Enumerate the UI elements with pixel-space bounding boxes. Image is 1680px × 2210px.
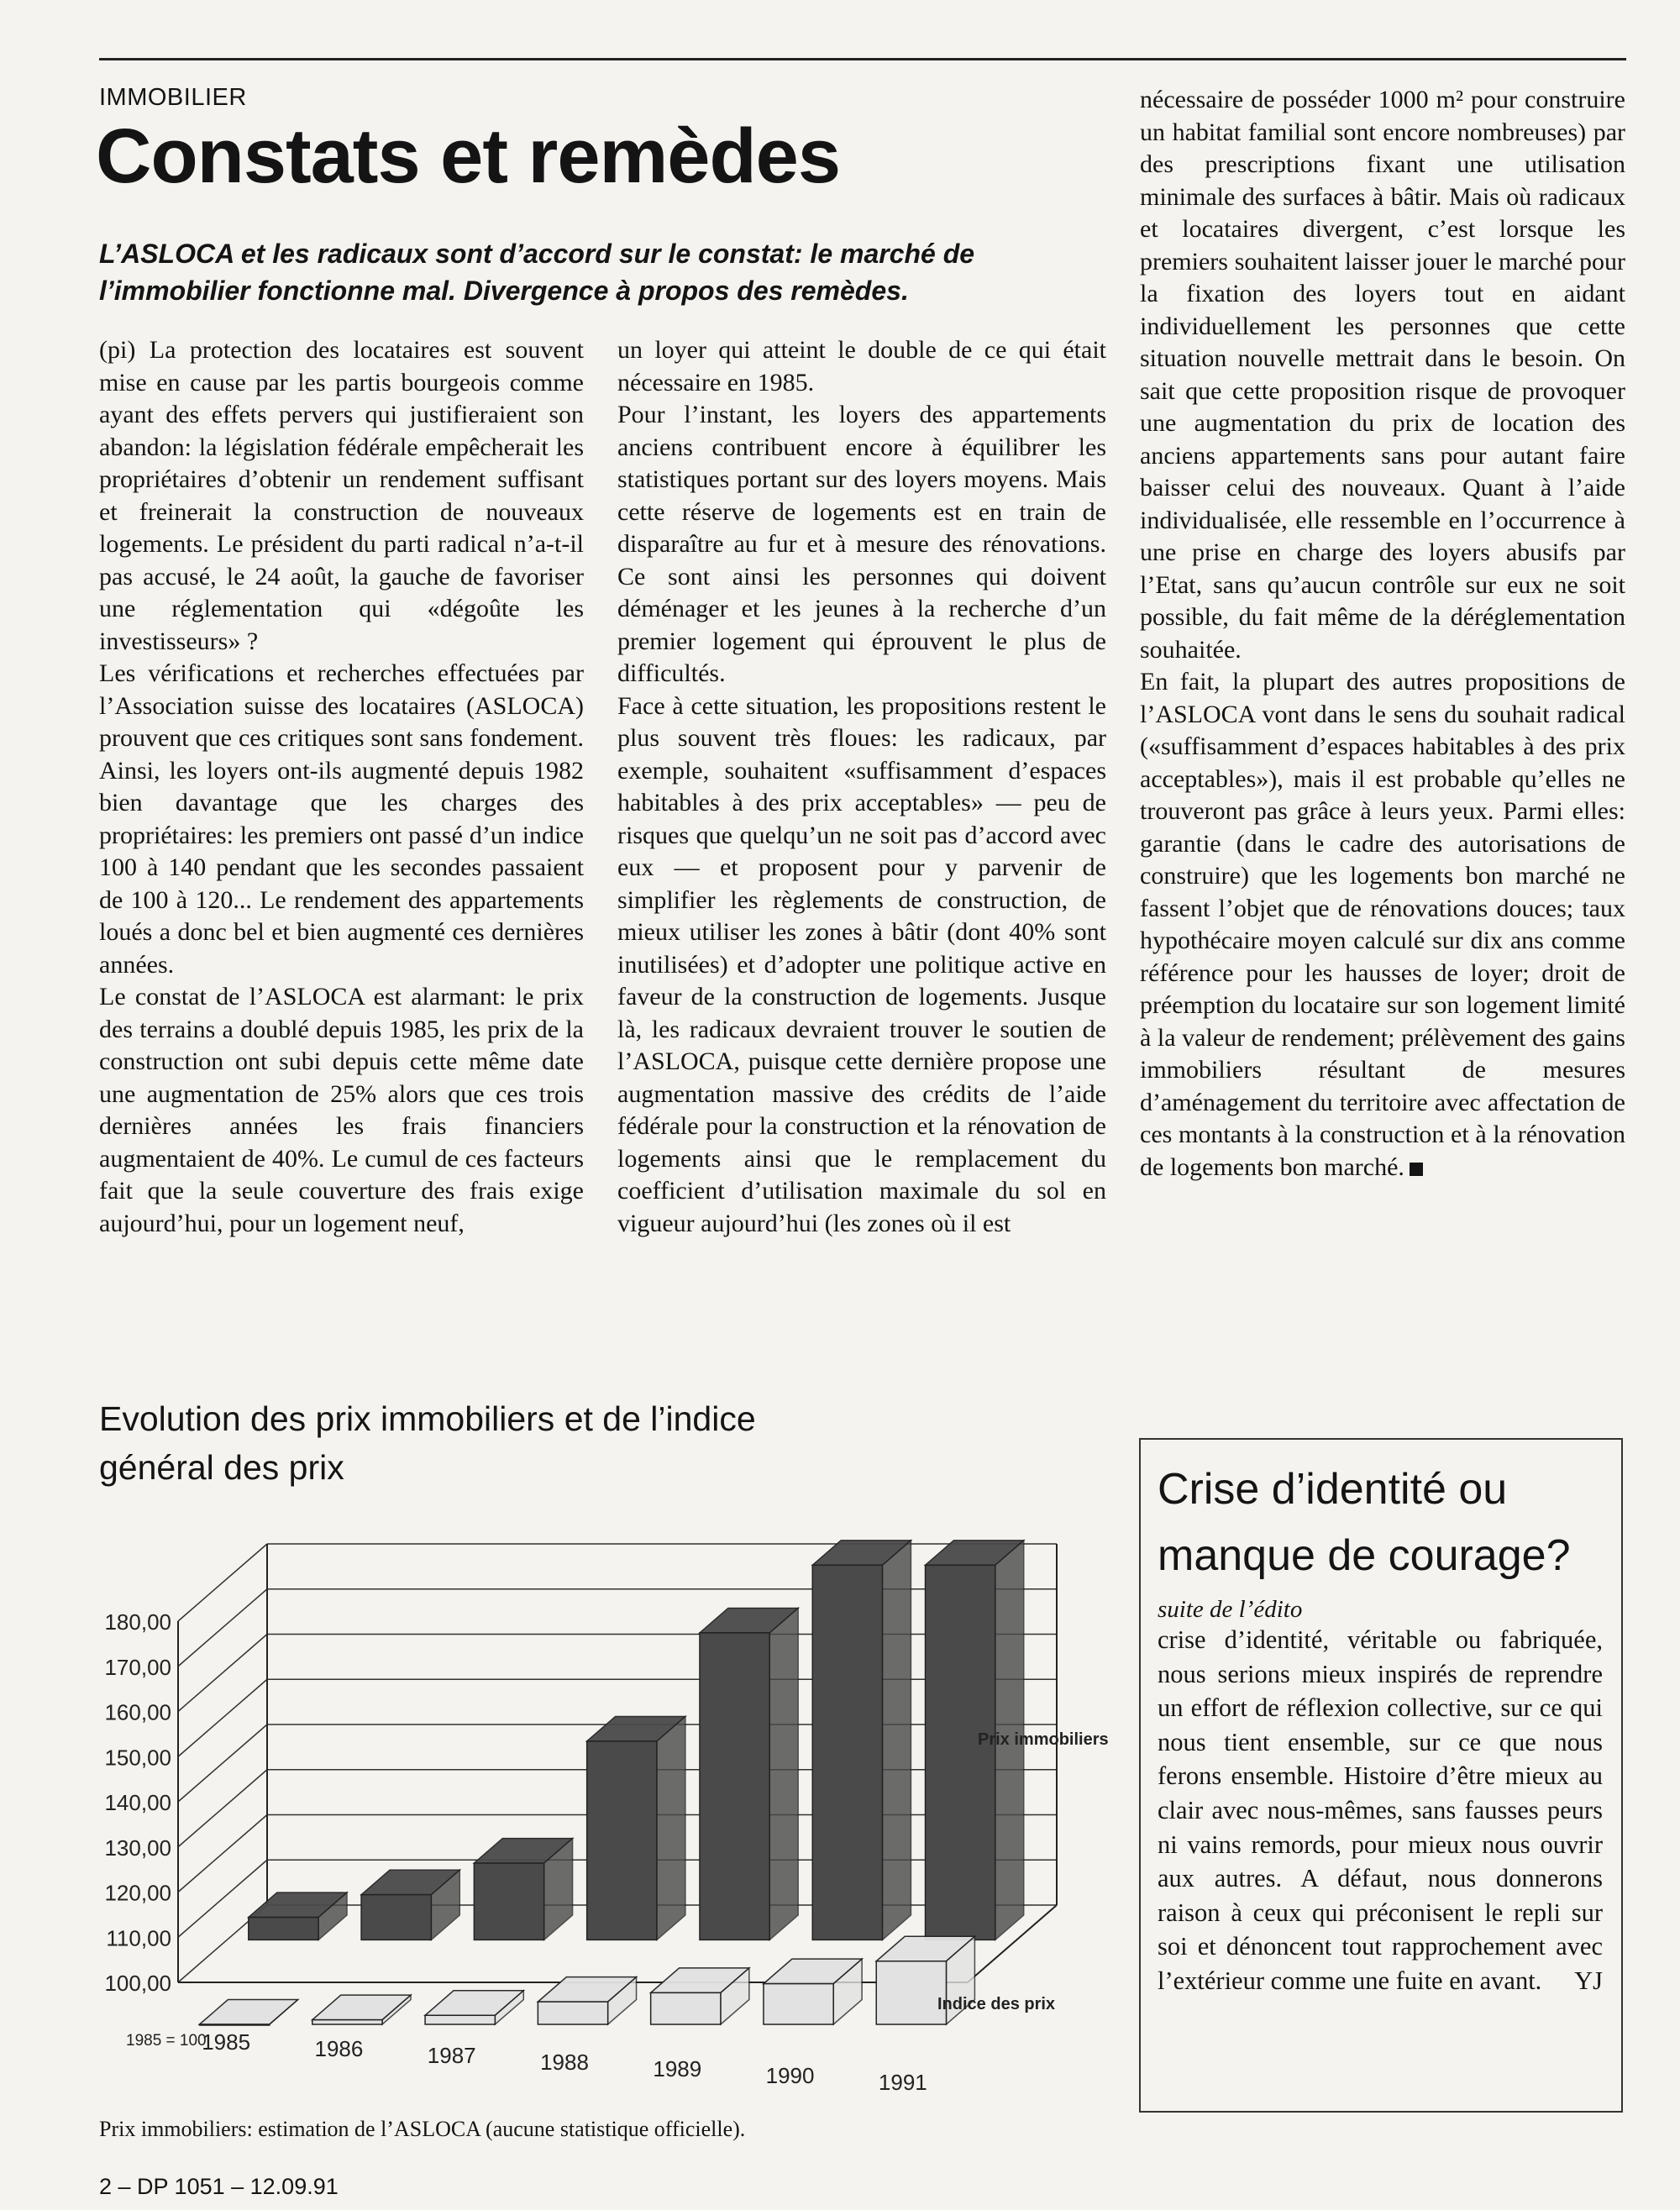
y-tick-label: 110,00 (106, 1925, 171, 1951)
gridline-side (178, 1679, 267, 1756)
bar-indice-des-prix (200, 2024, 270, 2025)
y-tick-label: 130,00 (104, 1835, 171, 1861)
article-paragraph: Les vérifications et recherches effectuées par l’Association suisse des locataires (ASLOCA) prouvent que ces critiques sont sans fondement. Ainsi, les loyers ont-ils augmenté depuis 1982 bien davantage que les charges des propriétaires: les premiers ont passé d’un indice 100 à 140 pendant que les secondes passaient de 100 à 120... Le rendement des appartements loués a donc bel et bien augmenté ces dernières années. (99, 659, 584, 979)
y-tick-label: 150,00 (104, 1745, 171, 1771)
gridline-side (178, 1724, 267, 1802)
legend-label: Prix immobiliers (978, 1730, 1109, 1749)
price-evolution-chart (84, 1512, 1142, 2100)
page-title: Constats et remèdes (96, 113, 840, 199)
sidebar-title: Crise d’identité ou manque de courage? (1158, 1465, 1571, 1580)
bar-indice-des-prix (312, 2020, 382, 2024)
bar-prix-immobiliers (249, 1918, 318, 1940)
chart-title: Evolution des prix immobiliers et de l’indice général des prix (99, 1399, 756, 1487)
end-mark-icon (1410, 1163, 1423, 1176)
article-paragraph: Le constat de l’ASLOCA est alarmant: le prix des terrains a doublé depuis 1985, les prix de la construction ont subi depuis cette même date une augmentation de 25% alors que ces trois dernières années les frais financiers augmentaient de 40%. Le cumul de ces facteurs fait que la seule couverture des frais exige aujourd’hui, pour un logement neuf, (99, 983, 584, 1237)
article-column-1 (99, 334, 584, 1240)
bar-prix-immobiliers (812, 1565, 882, 1940)
bar-indice-des-prix (764, 1984, 833, 2024)
page-footer: 2 – DP 1051 – 12.09.91 (99, 2174, 339, 2199)
bar-prix-immobiliers (474, 1863, 543, 1940)
section-label: IMMOBILIER (99, 84, 247, 111)
top-rule (99, 58, 1626, 60)
bar-prix-immobiliers (587, 1741, 657, 1940)
article-paragraph-text: En fait, la plupart des autres propositions de l’ASLOCA vont dans le sens du souhait radical («suffisamment d’espaces habitables à des prix acceptables»), mais il est probable qu’elles ne trouveront pas grâce à leurs yeux. Parmi elles: garantie (dans le cadre des autorisations de construire) que les logements bon marché ne fassent l’objet que de rénovations douces; taux hypothécaire moyen calculé sur dix ans comme référence pour les hausses de loyer; droit de préemption du locataire sur son logement limité à la valeur de rendement; prélèvement des gains immobiliers résultant de mesures d’aménagement du territoire avec affectation de ces montants à la construction et à la rénovation de logements bon marché. (1140, 668, 1625, 1181)
sidebar-body: crise d’identité, véritable ou fabriquée, nous serions mieux inspirés de reprendre un effort de réflexion collective, sur ce qui nous tient ensemble, sur ce que nous ferons ensemble. Histoire d’être mieux au clair avec nous-mêmes, sans fausses peurs ni vains remords, pour mieux nous ouvrir aux autres. A défaut, nous donnerons raison à ceux qui préconisent le repli sur soi et dénoncent tout rapprochement avec l’extérieur comme une fuite en avant. (1158, 1625, 1603, 1995)
gridline-side (178, 1815, 267, 1892)
bar-prix-immobiliers-side (883, 1541, 911, 1940)
bar-indice-des-prix (425, 2015, 495, 2024)
base-label: 1985 = 100 (126, 2032, 207, 2050)
x-tick-label: 1985 (202, 2029, 251, 2055)
article-paragraph: (pi) La protection des locataires est souvent mise en cause par les partis bourgeois comme ayant des effets pervers qui justifieraient son abandon: la législation fédérale empêcherait les propriétaires d’obtenir un rendement suffisant et freinerait la construction de nouveaux logements. Le président du parti radical n’a-t-il pas accusé, le 24 août, la gauche de favoriser une réglementation qui «dégoûte les investisseurs» ? (99, 336, 584, 655)
bar-prix-immobiliers (926, 1565, 995, 1940)
gridline-side (178, 1589, 267, 1667)
sidebar-text (1158, 1623, 1603, 1998)
sidebar-signature: YJ (1574, 1966, 1603, 1995)
gridline-side (178, 1544, 267, 1621)
bar-prix-immobiliers-side (769, 1608, 798, 1940)
sidebar-box (1139, 1438, 1623, 2113)
bar-prix-immobiliers-side (657, 1716, 685, 1940)
y-tick-label: 170,00 (104, 1654, 171, 1680)
gridline-side (178, 1770, 267, 1847)
article-column-2 (617, 334, 1106, 1240)
lead-paragraph: L’ASLOCA et les radicaux sont d’accord sur le constat: le marché de l’immobilier fonctionne mal. Divergence à propos des remèdes. (99, 239, 975, 306)
article-paragraph: un loyer qui atteint le double de ce qui était nécessaire en 1985. (617, 336, 1106, 396)
chart-note: Prix immobiliers: estimation de l’ASLOCA (aucune statistique officielle). (99, 2117, 746, 2141)
x-tick-label: 1989 (653, 2056, 702, 2081)
article-paragraph: Pour l’instant, les loyers des appartements anciens contribuent encore à équilibrer les statistiques portant sur des loyers moyens. Mais cette réserve de logements est en train de disparaître au fur et à mesure des rénovations. Ce sont ainsi les personnes qui doivent déménager et les jeunes à la recherche d’un premier logement qui éprouvent le plus de difficultés. (617, 401, 1106, 687)
y-tick-label: 180,00 (104, 1609, 171, 1635)
bar-prix-immobiliers (700, 1633, 769, 1940)
article-paragraph (1140, 666, 1625, 1184)
article-column-3 (1140, 84, 1625, 1184)
bar-indice-des-prix (538, 2002, 607, 2024)
y-tick-label: 100,00 (104, 1971, 171, 1996)
bar-indice-des-prix (651, 1992, 721, 2024)
article-paragraph: Face à cette situation, les propositions restent le plus souvent très floues: les radicaux, par exemple, souhaitent «suffisamment d’espaces habitables à des prix acceptables» — peu de risques que quelqu’un ne soit pas d’accord avec eux — et proposent pour y parvenir de simplifier les règlements de construction, de mieux utiliser les zones à bâtir (dont 40% sont inutilisées) et d’adopter une politique active en faveur de la construction de logements. Jusque là, les radicaux devraient trouver le soutien de l’ASLOCA, puisque cette dernière propose une augmentation massive des crédits de l’aide fédérale pour la construction et la rénovation de logements ainsi que le remplacement du coefficient d’utilisation maximale du sol en vigueur aujourd’hui (les zones où il est (617, 691, 1106, 1237)
x-tick-label: 1987 (427, 2043, 476, 2068)
gridline-side (178, 1635, 267, 1712)
sidebar-subtitle: suite de l’édito (1158, 1596, 1303, 1623)
y-tick-label: 140,00 (104, 1790, 171, 1815)
y-tick-label: 160,00 (104, 1699, 171, 1725)
legend-label: Indice des prix (937, 1995, 1056, 2013)
x-tick-label: 1991 (878, 2070, 927, 2095)
x-tick-label: 1990 (765, 2063, 815, 2088)
y-tick-label: 120,00 (104, 1880, 171, 1906)
bar-prix-immobiliers (361, 1895, 431, 1940)
article-paragraph: nécessaire de posséder 1000 m² pour construire un habitat familial sont encore nombreuses) par des prescriptions fixant une utilisation minimale des surfaces à bâtir. Mais où radicaux et locataires divergent, c’est lorsque les premiers souhaitent laisser jouer le marché pour la fixation des loyers tout en aidant individuellement les personnes que cette situation nouvelle mettrait dans le besoin. On sait que cette proposition risque de provoquer une augmentation du prix de location des anciens appartements sans pour autant faire baisser celui des nouveaux. Quant à l’aide individualisée, elle ressemble en l’occurrence à une prise en charge des loyers abusifs par l’Etat, sans qu’aucun contrôle sur eux ne soit possible, du fait même de la déréglementation souhaitée. (1140, 86, 1625, 664)
x-tick-label: 1988 (540, 2050, 589, 2075)
x-tick-label: 1986 (314, 2036, 364, 2061)
bar-indice-des-prix (876, 1961, 946, 2024)
